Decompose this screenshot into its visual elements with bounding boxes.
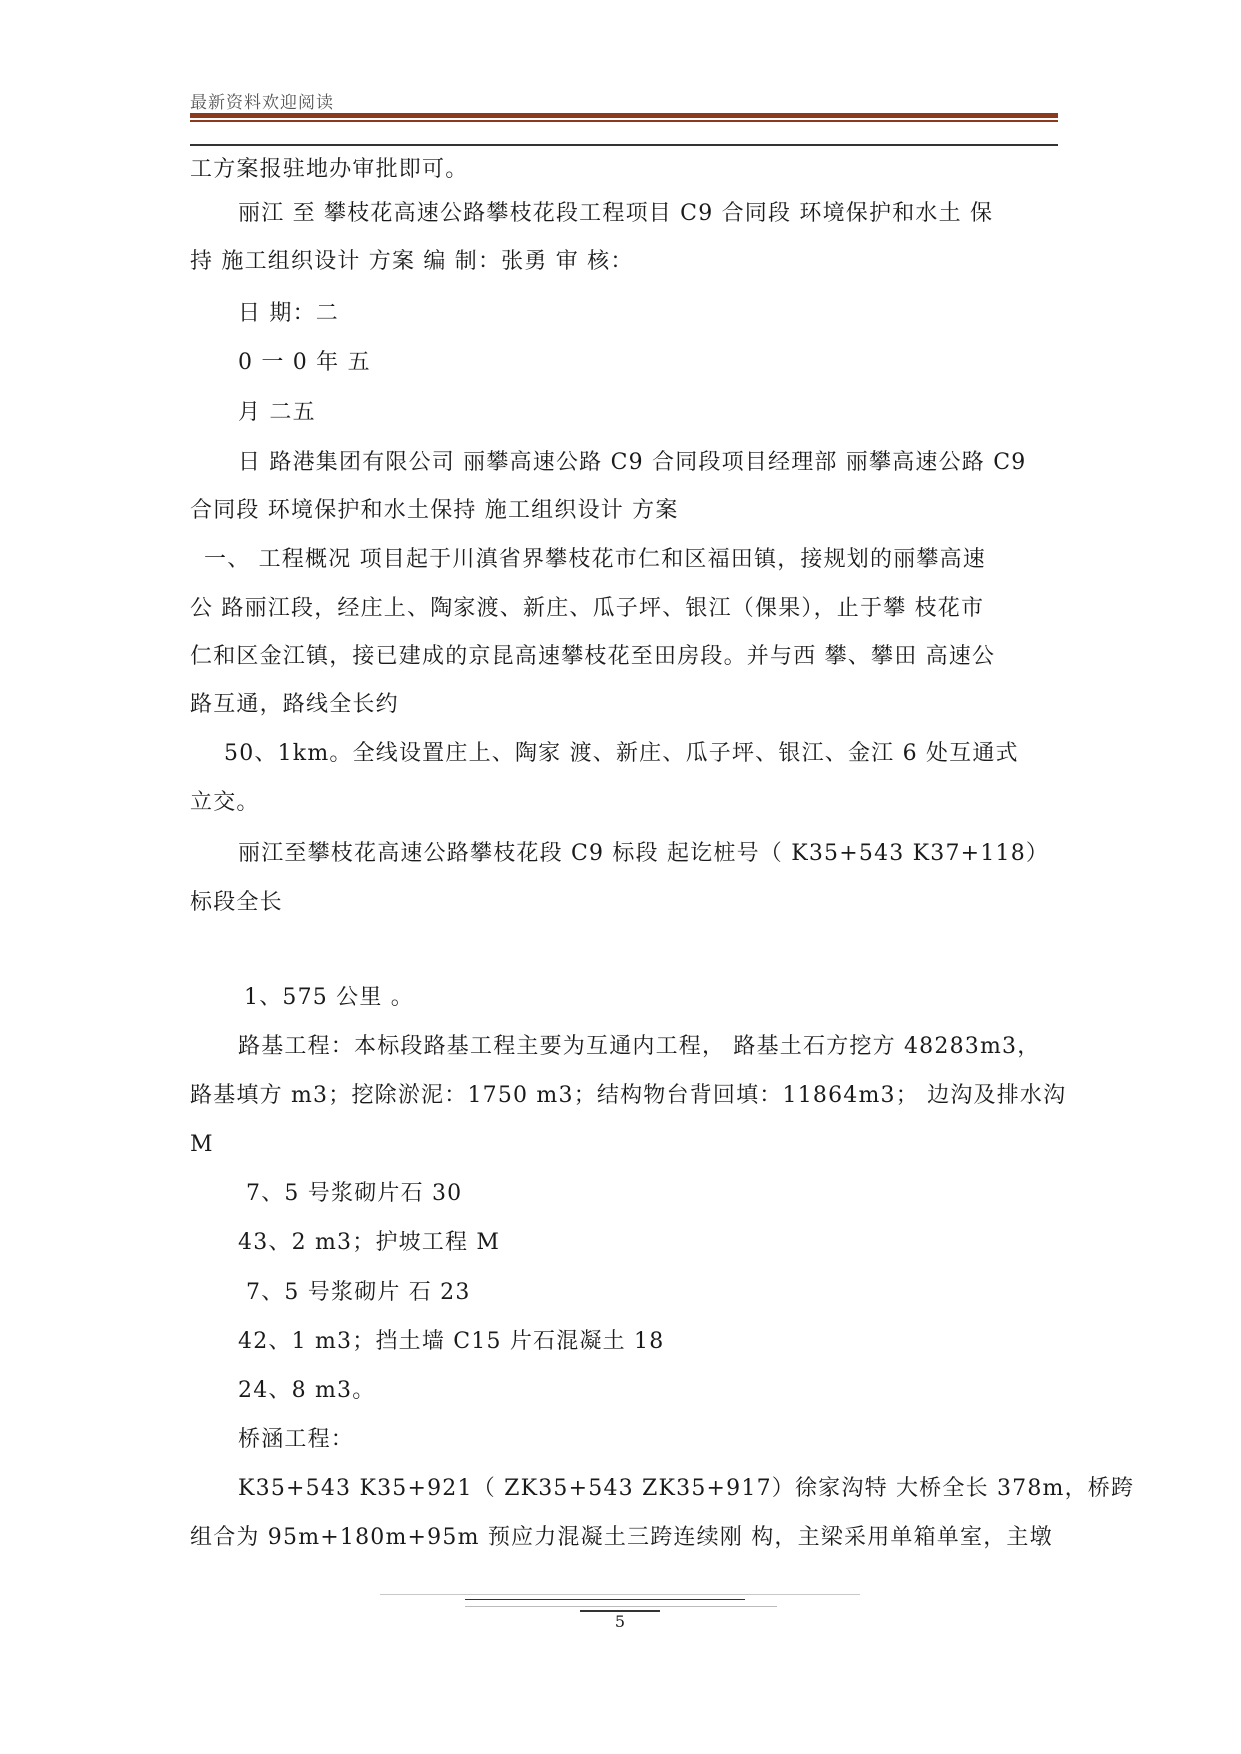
text-line: 公 路丽江段，经庄上、陶家渡、新庄、瓜子坪、银江（倮果），止于攀 枝花市 xyxy=(190,596,985,621)
page-header-title: 最新资料欢迎阅读 xyxy=(190,93,334,113)
text-line: K35+543 K35+921（ ZK35+543 ZK35+917）徐家沟特 大桥全长 378m，桥跨 xyxy=(238,1476,1135,1501)
text-line: 24、8 m3。 xyxy=(238,1378,376,1403)
text-line: 路互通，路线全长约 xyxy=(190,692,399,717)
text-line: 一、 工程概况 项目起于川滇省界攀枝花市仁和区福田镇，接规划的丽攀高速 xyxy=(204,547,986,572)
text-line: 立交。 xyxy=(190,790,260,815)
text-line: 桥涵工程： xyxy=(238,1427,355,1452)
text-line: 组合为 95m+180m+95m 预应力混凝土三跨连续刚 构，主梁采用单箱单室，主墩 xyxy=(190,1525,1053,1550)
text-line: 路基工程：本标段路基工程主要为互通内工程， 路基土石方挖方 48283m3， xyxy=(238,1034,1041,1059)
text-line: 路基填方 m3；挖除淤泥：1750 m3；结构物台背回填：11864m3； 边沟及排水沟 xyxy=(190,1083,1067,1108)
text-line: 持 施工组织设计 方案 编 制：张勇 审 核： xyxy=(190,249,634,274)
header-rule-thin xyxy=(190,120,1058,122)
text-line: 仁和区金江镇，接已建成的京昆高速攀枝花至田房段。并与西 攀、攀田 高速公 xyxy=(190,644,996,669)
text-line: 0 一 0 年 五 xyxy=(238,350,371,375)
page-number: 5 xyxy=(614,1612,626,1631)
footer-rule xyxy=(465,1599,745,1600)
text-line: 工方案报驻地办审批即可。 xyxy=(190,157,469,182)
footer-rule xyxy=(465,1606,777,1607)
header-rule-black xyxy=(190,144,1058,146)
text-line: 42、1 m3；挡土墙 C15 片石混凝土 18 xyxy=(238,1329,665,1354)
text-line: 月 二五 xyxy=(238,400,316,425)
text-line: 日 路港集团有限公司 丽攀高速公路 C9 合同段项目经理部 丽攀高速公路 C9 xyxy=(238,450,1027,475)
text-line: 7、5 号浆砌片 石 23 xyxy=(246,1280,471,1305)
text-line: 丽江至攀枝花高速公路攀枝花段 C9 标段 起讫桩号（ K35+543 K37+118） xyxy=(238,841,1050,866)
text-line: M xyxy=(190,1132,214,1157)
text-line: 标段全长 xyxy=(190,890,283,915)
text-line: 1、575 公里 。 xyxy=(244,985,414,1010)
text-line: 日 期：二 xyxy=(238,301,339,326)
text-line: 50、1km。全线设置庄上、陶家 渡、新庄、瓜子坪、银江、金江 6 处互通式 xyxy=(224,741,1019,766)
header-rule-thick xyxy=(190,113,1058,118)
text-line: 合同段 环境保护和水土保持 施工组织设计 方案 xyxy=(190,498,679,523)
footer-rule xyxy=(380,1594,860,1595)
text-line: 丽江 至 攀枝花高速公路攀枝花段工程项目 C9 合同段 环境保护和水土 保 xyxy=(238,201,994,226)
text-line: 43、2 m3；护坡工程 M xyxy=(238,1230,501,1255)
text-line: 7、5 号浆砌片石 30 xyxy=(246,1181,463,1206)
